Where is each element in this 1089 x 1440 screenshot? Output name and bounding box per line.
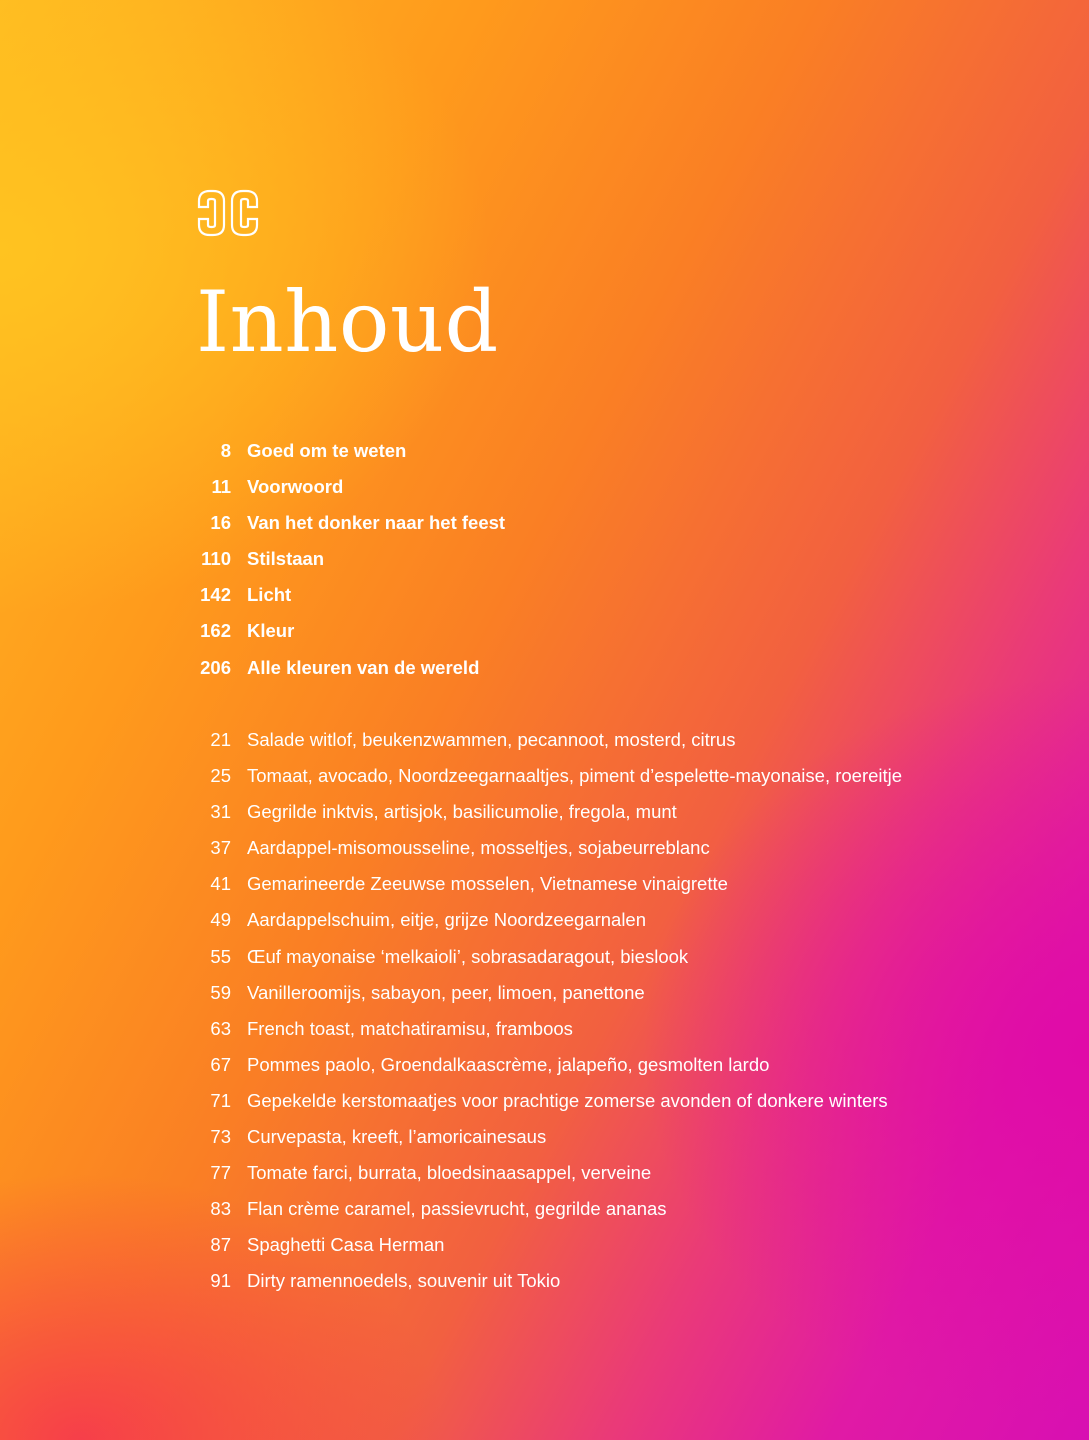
page-number: 8 [220,440,231,461]
toc-recipe-item[interactable] [190,1126,902,1162]
toc-section-item[interactable] [190,512,505,548]
page-number: 206 [200,656,231,678]
recipe-title: Aardappelschuim, eitje, grijze Noordzeegarnalen [247,909,647,931]
page-number: 25 [210,765,231,787]
page-number: 21 [210,729,231,750]
recipe-title: Gemarineerde Zeeuwse mosselen, Vietnamese vinaigrette [247,873,728,895]
recipe-title: Spaghetti Casa Herman [247,1234,445,1256]
toc-recipe-item[interactable] [190,982,902,1018]
recipe-title: Aardappel-misomousseline, mosseltjes, sojabeurreblanc [247,837,710,859]
toc-recipe-item[interactable] [190,946,902,982]
page-number: 162 [200,620,231,642]
section-title: Kleur [247,620,295,642]
toc-recipe-item[interactable] [190,1162,902,1198]
page-number: 71 [210,1089,231,1111]
section-title: Goed om te weten [247,440,407,461]
recipe-title: Œuf mayonaise ‘melkaioli’, sobrasadaragout, bieslook [247,945,689,967]
page-number: 67 [210,1053,231,1075]
double-c-monogram-icon [196,188,260,238]
recipe-title: Tomate farci, burrata, bloedsinaasappel, verveine [247,1162,652,1184]
toc-recipe-item[interactable] [190,873,902,909]
toc-section-item[interactable] [190,476,505,512]
section-title: Van het donker naar het feest [247,512,506,534]
page-number: 87 [210,1234,231,1256]
toc-recipe-item[interactable] [190,1270,902,1306]
toc-recipe-item[interactable] [190,1054,902,1090]
recipe-title: Curvepasta, kreeft, l’amoricainesaus [247,1126,547,1148]
recipe-list [190,729,902,1307]
page-number: 37 [210,837,231,859]
page-number: 49 [210,909,231,931]
page-number: 83 [210,1198,231,1220]
toc-recipe-item[interactable] [190,909,902,945]
recipe-title: Gepekelde kerstomaatjes voor prachtige zomerse avonden of donkere winters [247,1089,888,1111]
toc-recipe-item[interactable] [190,765,902,801]
toc-recipe-item[interactable] [190,837,902,873]
toc-recipe-item[interactable] [190,1018,902,1054]
section-title: Stilstaan [247,548,325,570]
page-number: 110 [201,548,231,570]
page-number: 91 [210,1270,231,1292]
page-number: 77 [210,1162,231,1184]
page-number: 55 [210,945,231,967]
toc-recipe-item[interactable] [190,729,902,765]
recipe-title: Gegrilde inktvis, artisjok, basilicumolie, fregola, munt [247,801,677,823]
recipe-title: Tomaat, avocado, Noordzeegarnaaltjes, piment d’espelette-mayonaise, roereitje [247,765,903,787]
recipe-title: Dirty ramennoedels, souvenir uit Tokio [247,1270,561,1292]
section-title: Licht [247,584,292,606]
toc-section-item[interactable] [190,548,505,584]
page-number: 31 [210,801,231,823]
page-number: 41 [210,873,231,895]
page-number: 16 [210,512,231,534]
toc-section-item[interactable] [190,657,505,693]
recipe-title: Flan crème caramel, passievrucht, gegrilde ananas [247,1198,667,1220]
section-title: Alle kleuren van de wereld [247,656,480,678]
recipe-title: Pommes paolo, Groendalkaascrème, jalapeño, gesmolten lardo [247,1053,770,1075]
page-number: 73 [210,1126,231,1148]
page-number: 59 [210,981,231,1003]
toc-recipe-item[interactable] [190,1198,902,1234]
recipe-title: French toast, matchatiramisu, framboos [247,1017,573,1039]
toc-recipe-item[interactable] [190,801,902,837]
page-number: 142 [200,584,231,606]
page-number: 11 [211,476,231,498]
recipe-title: Vanilleroomijs, sabayon, peer, limoen, panettone [247,981,645,1003]
page-title: Inhoud [196,273,499,371]
toc-section-item[interactable] [190,620,505,656]
toc-recipe-item[interactable] [190,1090,902,1126]
section-title: Voorwoord [247,476,344,498]
recipe-title: Salade witlof, beukenzwammen, pecannoot, mosterd, citrus [247,729,736,750]
page-number: 63 [210,1017,231,1039]
section-list [190,440,505,693]
toc-recipe-item[interactable] [190,1234,902,1270]
toc-section-item[interactable] [190,584,505,620]
toc-section-item[interactable] [190,440,505,476]
